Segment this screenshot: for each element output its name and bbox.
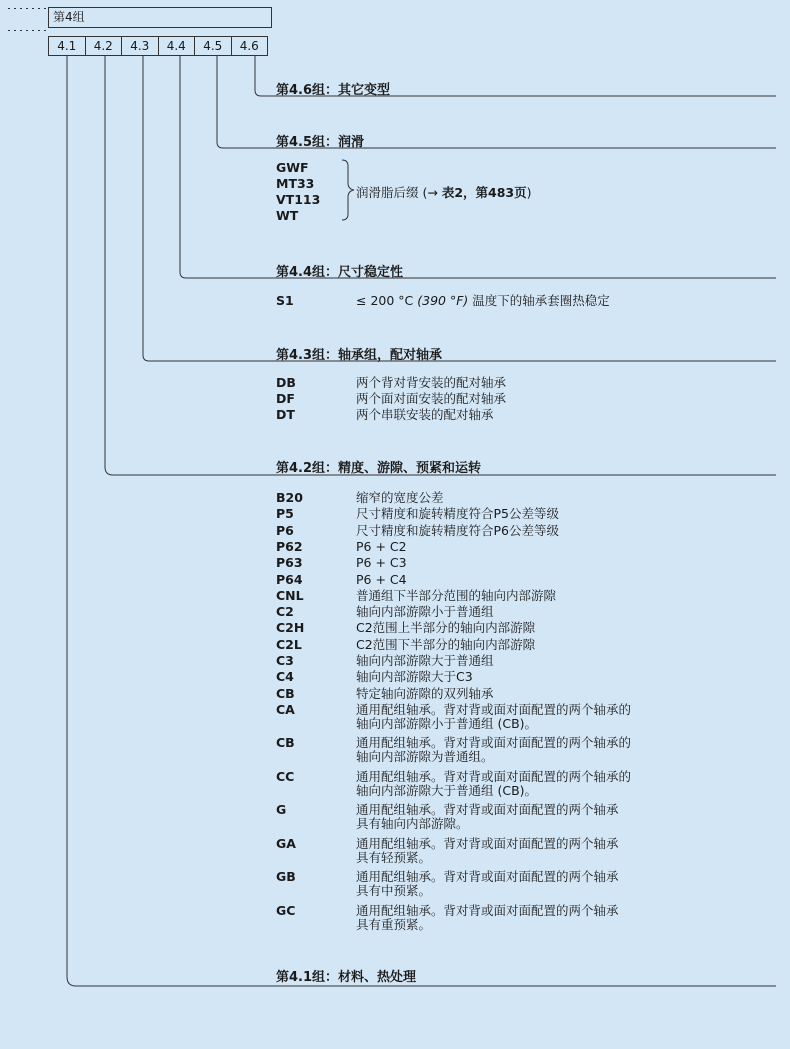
desc-P5-line: 尺寸精度和旋转精度符合P5公差等级 [356,506,559,522]
desc-C2H-line: C2范围上半部分的轴向内部游隙 [356,620,536,636]
desc-CC-line: 轴向内部游隙大于普通组 (CB)。 [356,782,538,798]
cell-4-5: 4.5 [194,36,232,56]
code-P6: P6 [276,522,294,538]
cell-4-1: 4.1 [48,36,86,56]
heading-4-1: 第4.1组：材料、热处理 [276,970,417,985]
cell-4-4: 4.4 [158,36,196,56]
lube-code: GWF [276,160,309,175]
code-DT: DT [276,407,295,422]
group-title-box [48,7,272,28]
code-CB: CB [276,735,295,751]
desc-GB-line: 具有中预紧。 [356,883,432,899]
desc-G-line: 通用配组轴承。背对背或面对面配置的两个轴承 [356,802,619,818]
lube-code: WT [276,208,299,223]
desc-CNL-line: 普通组下半部分范围的轴向内部游隙 [356,587,557,603]
code-GB: GB [276,869,296,885]
desc-GA-line: 通用配组轴承。背对背或面对面配置的两个轴承 [356,835,619,851]
desc-DB: 两个背对背安装的配对轴承 [356,375,507,390]
desc-S1 [356,293,610,309]
code-P62: P62 [276,538,303,554]
desc-G-line: 具有轴向内部游隙。 [356,816,469,832]
desc-CA-line: 通用配组轴承。背对背或面对面配置的两个轴承的 [356,701,632,717]
code-CB: CB [276,685,295,701]
lubrication-brace [342,160,354,220]
code-B20: B20 [276,490,303,505]
desc-CC-line: 通用配组轴承。背对背或面对面配置的两个轴承的 [356,768,632,784]
group-title: 第4组 [53,10,85,24]
desc-C3-line: 轴向内部游隙大于普通组 [356,653,494,668]
desc-B20-line: 缩窄的宽度公差 [356,490,444,505]
lube-code: VT113 [276,192,321,207]
desc-GC-line: 通用配组轴承。背对背或面对面配置的两个轴承 [356,902,619,918]
cell-4-6: 4.6 [231,36,269,56]
code-GA: GA [276,835,296,851]
lube-desc-ref[interactable]: 表2，第483页 [441,185,527,200]
desc-GC-line: 具有重预紧。 [356,916,432,932]
connector-4-3 [143,56,776,361]
code-CA: CA [276,701,295,717]
desc-CA-line: 轴向内部游隙小于普通组 (CB)。 [356,715,538,731]
code-S1: S1 [276,293,294,308]
lube-desc-prefix: 润滑脂后缀 (→ [356,185,442,200]
code-DB: DB [276,375,296,390]
heading-4-4: 第4.4组：尺寸稳定性 [276,265,404,280]
desc-CB-line: 轴向内部游隙为普通组。 [356,749,494,765]
code-CNL: CNL [276,587,304,603]
desc-P63-line: P6 + C3 [356,555,407,571]
lubrication-codes [276,160,320,224]
lube-code: MT33 [276,176,315,191]
desc-C4-line: 轴向内部游隙大于C3 [356,669,473,685]
desc-S1-a: ≤ 200 °C [356,293,418,308]
desc-C2L-line: C2范围下半部分的轴向内部游隙 [356,636,536,652]
desc-CB-line: 特定轴向游隙的双列轴承 [356,685,494,701]
desc-CB-line: 通用配组轴承。背对背或面对面配置的两个轴承的 [356,735,632,751]
code-C2L: C2L [276,636,302,652]
code-P63: P63 [276,555,303,571]
desc-GB-line: 通用配组轴承。背对背或面对面配置的两个轴承 [356,869,619,885]
heading-4-3: 第4.3组：轴承组，配对轴承 [276,348,443,363]
code-P5: P5 [276,506,294,522]
heading-4-2: 第4.2组：精度、游隙、预紧和运转 [276,461,482,476]
code-GC: GC [276,902,296,918]
desc-S1-b: (390 °F) [417,293,469,308]
desc-P62-line: P6 + C2 [356,538,407,554]
connector-4-4 [180,56,776,278]
code-DF: DF [276,391,295,406]
code-G: G [276,802,287,818]
group-cells [48,36,267,56]
desc-P6-line: 尺寸精度和旋转精度符合P6公差等级 [356,522,559,538]
lubrication-description [356,183,532,201]
heading-4-5: 第4.5组：润滑 [276,135,365,150]
lube-desc-suffix: ) [526,185,532,200]
code-C2: C2 [276,604,294,620]
code-CC: CC [276,768,295,784]
code-C3: C3 [276,653,294,668]
desc-P64-line: P6 + C4 [356,571,407,587]
cell-4-2: 4.2 [85,36,123,56]
code-C2H: C2H [276,620,305,636]
heading-4-6: 第4.6组：其它变型 [276,83,391,98]
code-C4: C4 [276,669,294,685]
code-P64: P64 [276,571,303,587]
desc-DT: 两个串联安装的配对轴承 [356,407,494,422]
desc-S1-c: 温度下的轴承套圈热稳定 [468,293,610,308]
cell-4-3: 4.3 [121,36,159,56]
desc-DF: 两个面对面安装的配对轴承 [356,391,507,406]
desc-GA-line: 具有轻预紧。 [356,849,432,865]
desc-C2-line: 轴向内部游隙小于普通组 [356,604,494,620]
